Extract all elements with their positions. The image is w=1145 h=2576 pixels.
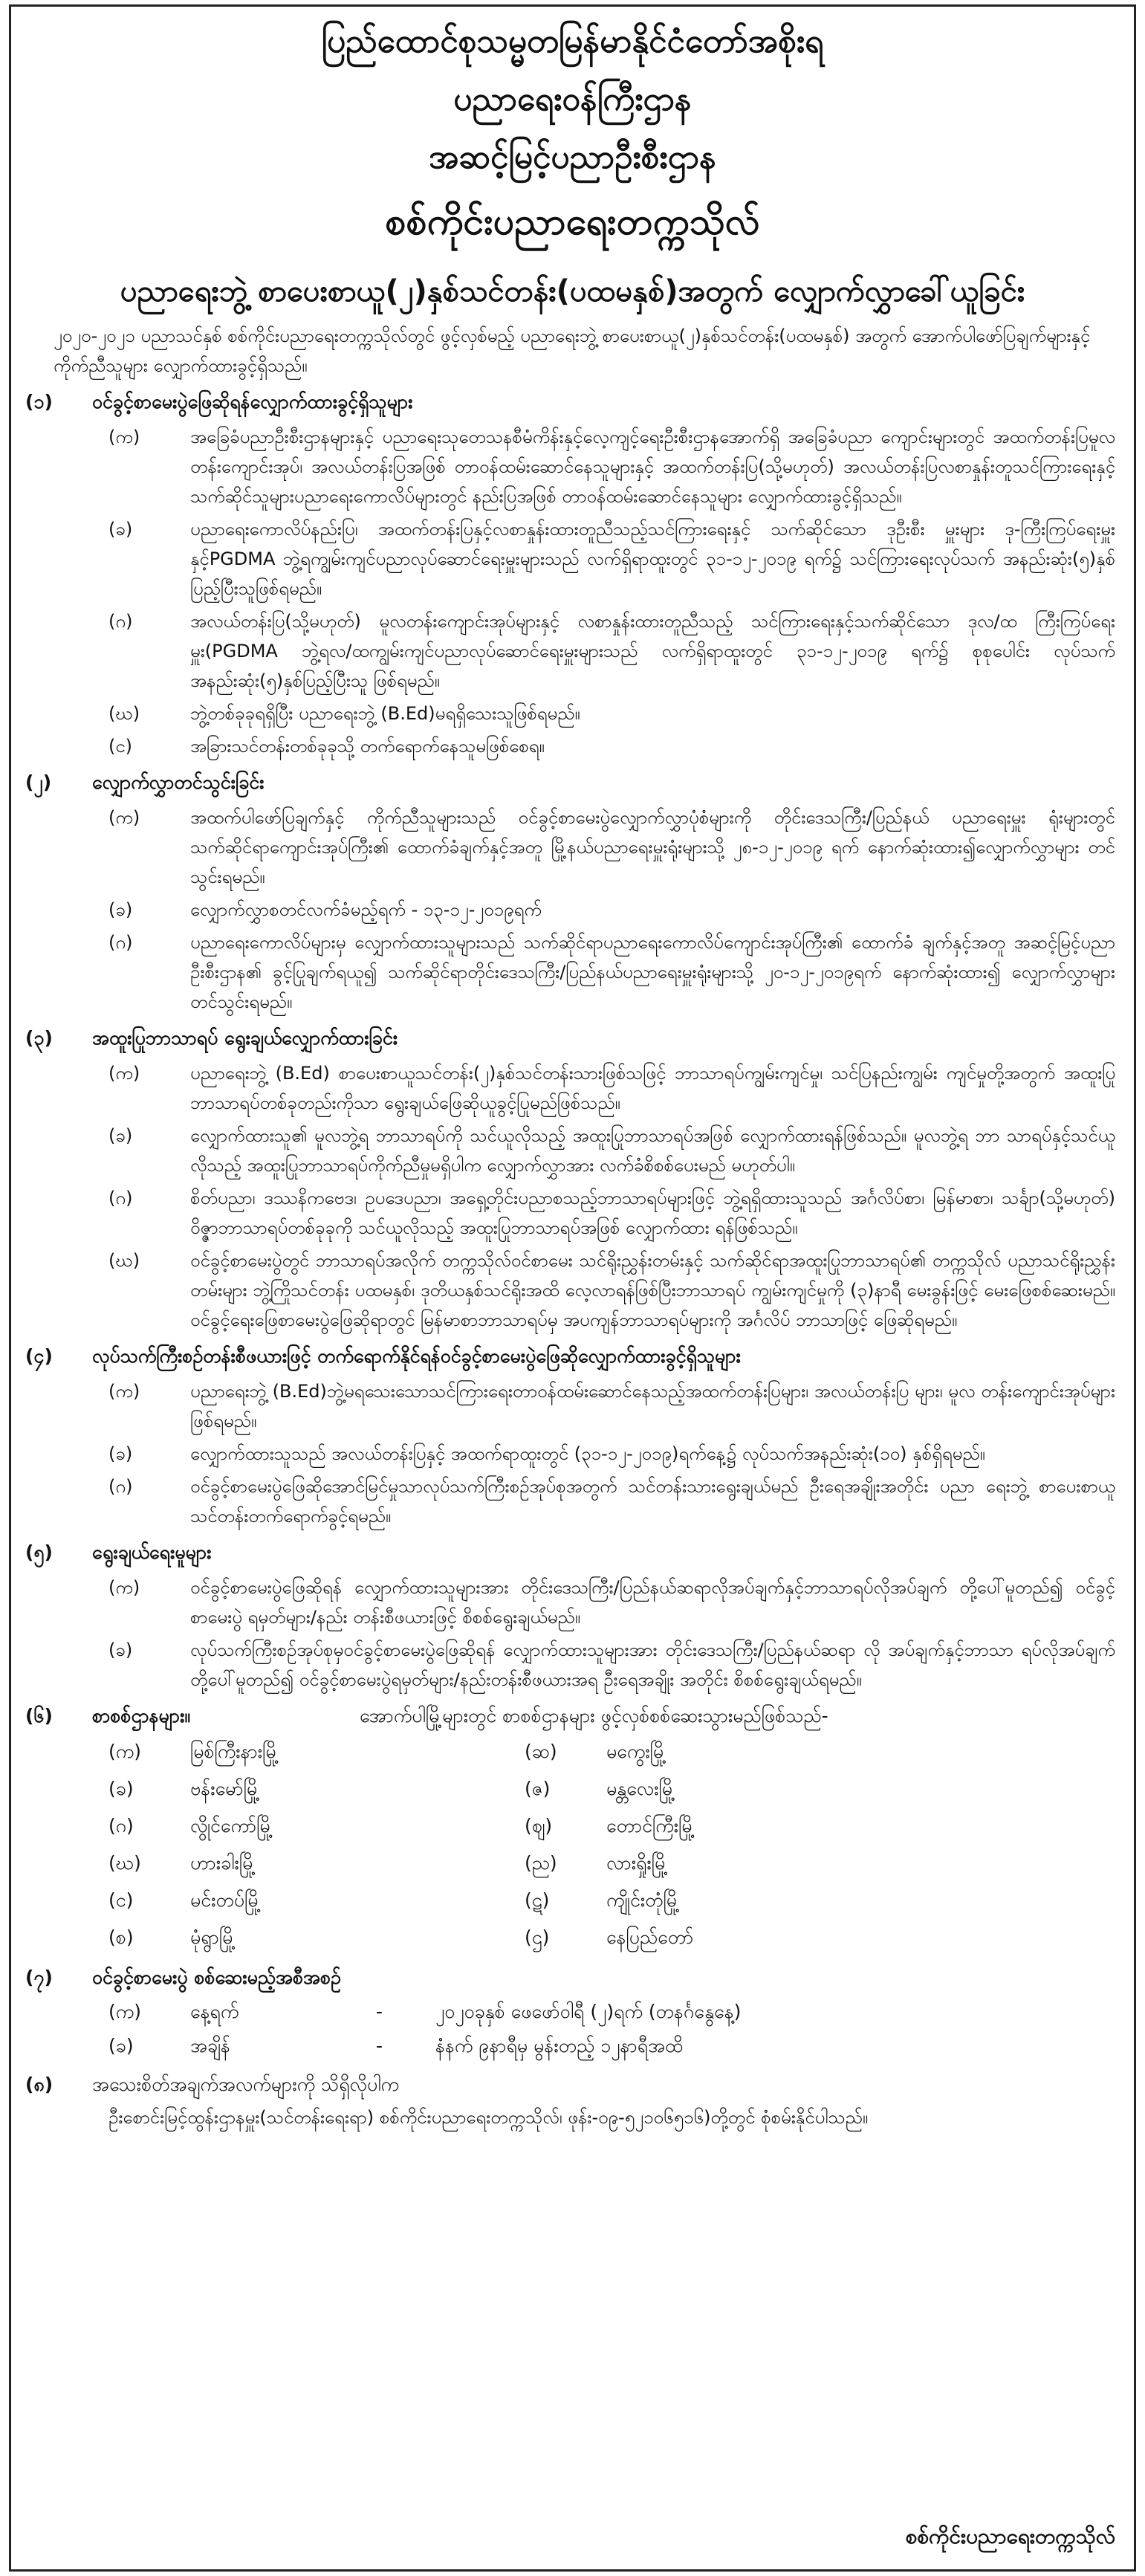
item-text: လျှောက်ထားသူသည် အလယ်တန်းပြနှင့် အထက်ရာထူးတွင် (၃၁-၁၂-၂၀၁၉)ရက်နေ့၌ လုပ်သက်အနည်းဆုံး(၁၀) နှစ်ရှိရမည်။: [190, 1443, 985, 1464]
section-title: ဝင်ခွင့်စာမေးပွဲ စစ်ဆေးမည့်အစီအစဉ်: [92, 1967, 341, 1988]
item-label: (ဃ): [108, 1250, 140, 1271]
section-number: (၂): [25, 771, 52, 793]
item-text: အလယ်တန်းပြ(သို့မဟုတ်) မူလတန်းကျောင်းအုပ်များနှင့် လစာနှုန်းထားတူညီသည့် သင်ကြားရေးနှင့်သက်ဆိုင်သော ဒုလ/ထ ကြီးကြပ်ရေးမှူး(PGDMA ဘွဲ့ရလ/ထကျွမ်းကျင်ပညာလုပ်ဆောင်ရေးမှူးများသည် လက်ရှိရာထူးတွင် ၃၁-၁၂-၂၀၁၉ ရက်၌ စုစုပေါင်း လုပ်သက်အနည်းဆုံး(၅)နှစ်ပြည့်ပြီးသူ ဖြစ်ရမည်။: [190, 611, 1115, 691]
schedule-dash: -: [376, 2001, 383, 2022]
section-title: လျှောက်လွှာတင်သွင်းခြင်း: [92, 771, 265, 793]
university-title: စစ်ကိုင်းပညာရေးတက္ကသိုလ်: [385, 200, 760, 243]
intro-paragraph: ၂၀၂၀-၂၀၂၁ ပညာသင်နှစ် စစ်ကိုင်းပညာရေးတက္ကသိုလ်တွင် ဖွင့်လှစ်မည့် ပညာရေးဘွဲ့ စာပေးစာယူ(၂)နှစ်သင်တန်း(ပထမနှစ်) အတွက် အောက်ပါဖော်ပြချက်များနှင့် ကိုက်ညီသူများ လျှောက်ထားခွင့်ရှိသည်။: [53, 326, 1091, 376]
item-text: ပညာရေးဘွဲ့ (B.Ed)ဘွဲ့မရသေးသောသင်ကြားရေးတာဝန်ထမ်းဆောင်နေသည့်အထက်တန်းပြများ၊ အလယ်တန်းပြ များ၊ မူလ တန်းကျောင်းအုပ်များဖြစ်ရမည်။: [190, 1381, 1115, 1431]
item-label: (က): [108, 1381, 140, 1402]
item-text: အခြားသင်တန်းတစ်ခုခုသို့ တက်ရောက်နေသူမဖြစ်စေရ။: [190, 736, 545, 757]
item-text: လျှောက်လွှာစတင်လက်ခံမည့်ရက် - ၁၃-၁၂-၂၀၁၉ရက်: [190, 899, 542, 920]
item-label: (က): [108, 1577, 140, 1598]
item-label: (ဂ): [108, 1476, 133, 1497]
ministry-title: ပညာရေးဝန်ကြီးဌာန: [453, 80, 692, 118]
item-label: (က): [108, 427, 140, 447]
city-label: (ဆ): [525, 1741, 557, 1762]
section-number: (၄): [25, 1345, 53, 1367]
item-text: ပညာရေးဘွဲ့ (B.Ed) စာပေးစာယူသင်တန်း(၂)နှစ်သင်တန်းသားဖြစ်သဖြင့် ဘာသာရပ်ကျွမ်းကျင်မှု၊ သင်ပြနည်းကျွမ်း ကျင်မှုတို့အတွက် အထူးပြုဘာသာရပ်တစ်ခုတည်းကိုသာ ရွေးချယ်ဖြေဆိုယူခွင့်ပြုမည်ဖြစ်သည်။: [190, 1063, 1115, 1113]
city-name: မန္တလေးမြို့: [606, 1778, 675, 1799]
item-label: (င): [108, 736, 133, 757]
schedule-key: နေ့ရက်: [190, 2001, 239, 2022]
schedule-key: အချိန်: [190, 2035, 230, 2056]
item-label: (ခ): [108, 899, 133, 920]
city-label: (ဃ): [108, 1852, 141, 1874]
item-text: လျှောက်ထားသူ၏ မူလဘွဲ့ရ ဘာသာရပ်ကို သင်ယူလိုသည့် အထူးပြုဘာသာရပ်အဖြစ် လျှောက်ထားရန်ဖြစ်သည်။ မူလဘွဲ့ရ ဘာ သာရပ်နှင့်သင်ယူလိုသည့် အထူးပြုဘာသာရပ်ကိုက်ညီမှုမရှိပါက လျှောက်လွှာအား လက်ခံစိစစ်ပေးမည် မဟုတ်ပါ။: [190, 1125, 1115, 1176]
schedule-value: ၂၀၂၀ခုနှစ် ဖေဖော်ဝါရီ (၂)ရက် (တနင်္ဂနွေနေ့): [435, 2001, 742, 2022]
schedule-value: နံနက် ၉နာရီမှ မွန်းတည့် ၁၂နာရီအထိ: [435, 2035, 684, 2056]
section-title: စာစစ်ဌာနများ။: [92, 1705, 190, 1726]
city-label: (ည): [525, 1852, 557, 1874]
city-label: (ခ): [108, 1778, 134, 1799]
city-label: (ဋ): [525, 1889, 550, 1911]
city-name: ကျိုင်းတုံမြို့: [606, 1889, 680, 1911]
schedule-label: (ခ): [108, 2035, 134, 2056]
section-title: အသေးစိတ်အချက်အလက်များကို သိရှိလိုပါက: [92, 2074, 400, 2095]
city-name: ဗန်းမော်မြို့: [190, 1778, 261, 1799]
item-label: (ဂ): [108, 611, 133, 632]
item-text: ဝင်ခွင့်စာမေးပွဲတွင် ဘာသာရပ်အလိုက် တက္ကသိုလ်ဝင်စာမေး သင်ရိုးညွှန်းတမ်းနှင့် သက်ဆိုင်ရာအထူးပြုဘာသာရပ်၏ တက္ကသိုလ် ပညာသင်ရိုးညွှန်းတမ်းများ ဘွဲ့ကြိုသင်တန်း ပထမနှစ်၊ ဒုတိယနှစ်သင်ရိုးအထိ လေ့လာရန်ဖြစ်ပြီးဘာသာရပ် ကျွမ်းကျင်မှုကို (၃)နာရီ မေးခွန်းဖြင့် မေးဖြေစစ်ဆေးမည်။ ဝင်ခွင့်ရေးဖြေစာမေးပွဲဖြေဆိုရာတွင် မြန်မာစာဘာသာရပ်မှ အပကျန်ဘာသာရပ်များကို အင်္ဂလိပ် ဘာသာဖြင့် ဖြေဆိုရမည်။: [190, 1250, 1115, 1330]
section-note: အောက်ပါမြို့များတွင် စာစစ်ဌာနများ ဖွင့်လှစ်စစ်ဆေးသွားမည်ဖြစ်သည်-: [360, 1705, 828, 1726]
government-title: ပြည်ထောင်စုသမ္မတမြန်မာနိုင်ငံတော်အစိုးရ: [321, 22, 824, 60]
item-text: အထက်ပါဖော်ပြချက်နှင့် ကိုက်ညီသူများသည် ဝင်ခွင့်စာမေးပွဲလျှောက်လွှာပုံစံများကို တိုင်းဒေသကြီး/ပြည်နယ် ပညာရေးမှူး ရုံးများတွင် သက်ဆိုင်ရာကျောင်းအုပ်ကြီး၏ ထောက်ခံချက်နှင့်အတူ မြို့နယ်ပညာရေးမှူးရုံးများသို့ ၂၈-၁၂-၂၀၁၉ ရက် နောက်ဆုံးထား၍လျှောက်လွှာများ တင်သွင်းရမည်။: [190, 807, 1115, 887]
section-number: (၆): [25, 1705, 53, 1726]
city-name: နေပြည်တော်: [606, 1926, 694, 1948]
section-number: (၇): [25, 1967, 53, 1988]
city-name: မြစ်ကြီးနားမြို့: [190, 1741, 279, 1762]
item-text: အခြေခံပညာဦးစီးဌာနများနှင့် ပညာရေးသုတေသနစီမံကိန်းနှင့်လေ့ကျင့်ရေးဦးစီးဌာနအောက်ရှိ အခြေခံပညာ ကျောင်းများတွင် အထက်တန်းပြမူလတန်းကျောင်းအုပ်၊ အလယ်တန်းပြအဖြစ် တာဝန်ထမ်းဆောင်နေသူများနှင့် အထက်တန်းပြ(သို့မဟုတ်) အလယ်တန်းပြလစာနှုန်းတူသင်ကြားရေးနှင့်သက်ဆိုင်သူများပညာရေးကောလိပ်များတွင် နည်းပြအဖြစ် တာဝန်ထမ်းဆောင်နေသူများ လျှောက်ထားခွင့်ရှိသည်။: [190, 427, 1115, 507]
page-border: [9, 4, 1136, 2572]
section-number: (၅): [25, 1541, 53, 1563]
item-text: ဝင်ခွင့်စာမေးပွဲဖြေဆိုရန် လျှောက်ထားသူများအား တိုင်းဒေသကြီး/ပြည်နယ်ဆရာလိုအပ်ချက်နှင့်ဘာသာရပ်လိုအပ်ချက် တို့ပေါ်မူတည်၍ ဝင်ခွင့်စာမေးပွဲ ရမှတ်များ/နည်း တန်းစီဖယားဖြင့် စိစစ်ရွေးချယ်မည်။: [190, 1577, 1115, 1628]
item-text: စိတ်ပညာ၊ ဒဿနိကဗေဒ၊ ဥပဒေပညာ၊ အရှေ့တိုင်းပညာစသည့်ဘာသာရပ်များဖြင့် ဘွဲ့ရရှိထားသူသည် အင်္ဂလိပ်စာ၊ မြန်မာစာ၊ သင်္ချာ(သို့မဟုတ်) ဝိဇ္ဇာဘာသာရပ်တစ်ခုခုကို သင်ယူလိုသည့် အထူးပြုဘာသာရပ်အဖြစ် လျှောက်ထား ရန်ဖြစ်သည်။: [190, 1188, 1115, 1238]
city-name: ဟားခါးမြို့: [190, 1852, 256, 1874]
city-label: (ဌ): [525, 1926, 550, 1948]
city-name: လားရှိုးမြို့: [606, 1852, 669, 1874]
signature: စစ်ကိုင်းပညာရေးတက္ကသိုလ်: [905, 2524, 1115, 2549]
schedule-dash: -: [376, 2035, 383, 2056]
section-number: (၈): [25, 2074, 53, 2095]
section-title: ဝင်ခွင့်စာမေးပွဲဖြေဆိုရန်လျှောက်ထားခွင့်ရှိသူများ: [92, 391, 413, 412]
city-label: (စ): [108, 1926, 134, 1948]
city-name: မင်းတပ်မြို့: [190, 1889, 262, 1911]
item-text: ပညာရေးကောလိပ်နည်းပြ၊ အထက်တန်းပြနှင့်လစာနှုန်းထားတူညီသည့်သင်ကြားရေးနှင့် သက်ဆိုင်သော ဒုဦးစီး မှူးများ ဒု-ကြီးကြပ်ရေးမှူးနှင့်PGDMA ဘွဲ့ရကျွမ်းကျင်ပညာလုပ်ဆောင်ရေးမှူးများသည် လက်ရှိရာထူးတွင် ၃၁-၁၂-၂၀၁၉ ရက်၌ သင်ကြားရေးလုပ်သက် အနည်းဆုံး(၅)နှစ်ပြည့်ပြီးသူဖြစ်ရမည်။: [190, 519, 1115, 599]
item-label: (ခ): [108, 519, 133, 540]
schedule-label: (က): [108, 2001, 141, 2022]
item-label: (ဃ): [108, 703, 140, 724]
item-text: ပညာရေးကောလိပ်များမှ လျှောက်ထားသူများသည် သက်ဆိုင်ရာပညာရေးကောလိပ်ကျောင်းအုပ်ကြီး၏ ထောက်ခံ ချက်နှင့်အတူ အဆင့်မြင့်ပညာဦးစီးဌာန၏ ခွင့်ပြုချက်ရယူ၍ သက်ဆိုင်ရာတိုင်းဒေသကြီး/ပြည်နယ်ပညာရေးမှူးရုံးများသို့ ၂၀-၁၂-၂၀၁၉ရက် နောက်ဆုံးထား၍ လျှောက်လွှာများတင်သွင်းရမည်။: [190, 932, 1115, 1012]
city-label: (ဂ): [108, 1815, 134, 1836]
item-label: (ဂ): [108, 1188, 133, 1208]
item-label: (ခ): [108, 1443, 133, 1464]
item-text: ဘွဲ့တစ်ခုခုရရှိပြီး ပညာရေးဘွဲ့ (B.Ed)မရရှိသေးသူဖြစ်ရမည်။: [190, 703, 580, 724]
section-number: (၁): [25, 391, 53, 412]
city-name: မကွေးမြို့: [606, 1741, 667, 1762]
city-name: တောင်ကြီးမြို့: [606, 1815, 695, 1836]
item-text: ဝင်ခွင့်စာမေးပွဲဖြေဆိုအောင်မြင်မှုသာလုပ်သက်ကြီးစဉ်အုပ်စုအတွက် သင်တန်းသားရွေးချယ်မည် ဦးရေအချိုးအတိုင်း ပညာ ရေးဘွဲ့ စာပေးစာယူသင်တန်းတက်ရောက်ခွင့်ရမည်။: [190, 1476, 1115, 1527]
city-name: လွိုင်ကော်မြို့: [190, 1815, 273, 1836]
section-title: ရွေးချယ်ရေးမူများ: [92, 1541, 212, 1563]
city-label: (ဇ): [525, 1778, 551, 1799]
item-text: လုပ်သက်ကြီးစဉ်အုပ်စုမှဝင်ခွင့်စာမေးပွဲဖြေဆိုရန် လျှောက်ထားသူများအား တိုင်းဒေသကြီး/ပြည်နယ်ဆရာ လို အပ်ချက်နှင့်ဘာသာ ရပ်လိုအပ်ချက်တို့ပေါ်မူတည်၍ ဝင်ခွင့်စာမေးပွဲရမှတ်များ/နည်းတန်းစီဖယားအရ ဦးရေအချိုး အတိုင်း စိစစ်ရွေးချယ်ရမည်။: [190, 1640, 1115, 1690]
section-title: လုပ်သက်ကြီးစဉ်တန်းစီဖယားဖြင့် တက်ရောက်နိုင်ရန်ဝင်ခွင့်စာမေးပွဲဖြေဆိုလျှောက်ထားခွင့်ရှိသူများ: [92, 1345, 741, 1367]
city-label: (ဈ): [525, 1815, 553, 1836]
announcement-title: ပညာရေးဘွဲ့ စာပေးစာယူ(၂)နှစ်သင်တန်း(ပထမနှစ်)အတွက် လျှောက်လွှာခေါ်ယူခြင်း: [120, 274, 1025, 308]
city-label: (က): [108, 1741, 141, 1762]
section-title: အထူးပြုဘာသာရပ် ရွေးချယ်လျှောက်ထားခြင်း: [92, 1027, 398, 1049]
city-name: မုံရွာမြို့: [190, 1926, 236, 1948]
item-label: (က): [108, 1063, 140, 1084]
item-label: (ခ): [108, 1125, 133, 1146]
item-label: (ခ): [108, 1640, 133, 1660]
item-label: (ဂ): [108, 932, 133, 953]
item-label: (က): [108, 807, 140, 828]
contact-text: ဦးစောင်းမြင့်ထွန်းဌာနမှူး(သင်တန်းရေးရာ) စစ်ကိုင်းပညာရေးတက္ကသိုလ်၊ ဖုန်း-၀၉-၅၂၁၀၆၅၁၆)တို့တွင် စုံစမ်းနိုင်ပါသည်။: [108, 2107, 869, 2128]
section-number: (၃): [25, 1027, 53, 1049]
department-title: အဆင့်မြင့်ပညာဦးစီးဌာန: [429, 138, 716, 176]
city-label: (င): [108, 1889, 134, 1911]
